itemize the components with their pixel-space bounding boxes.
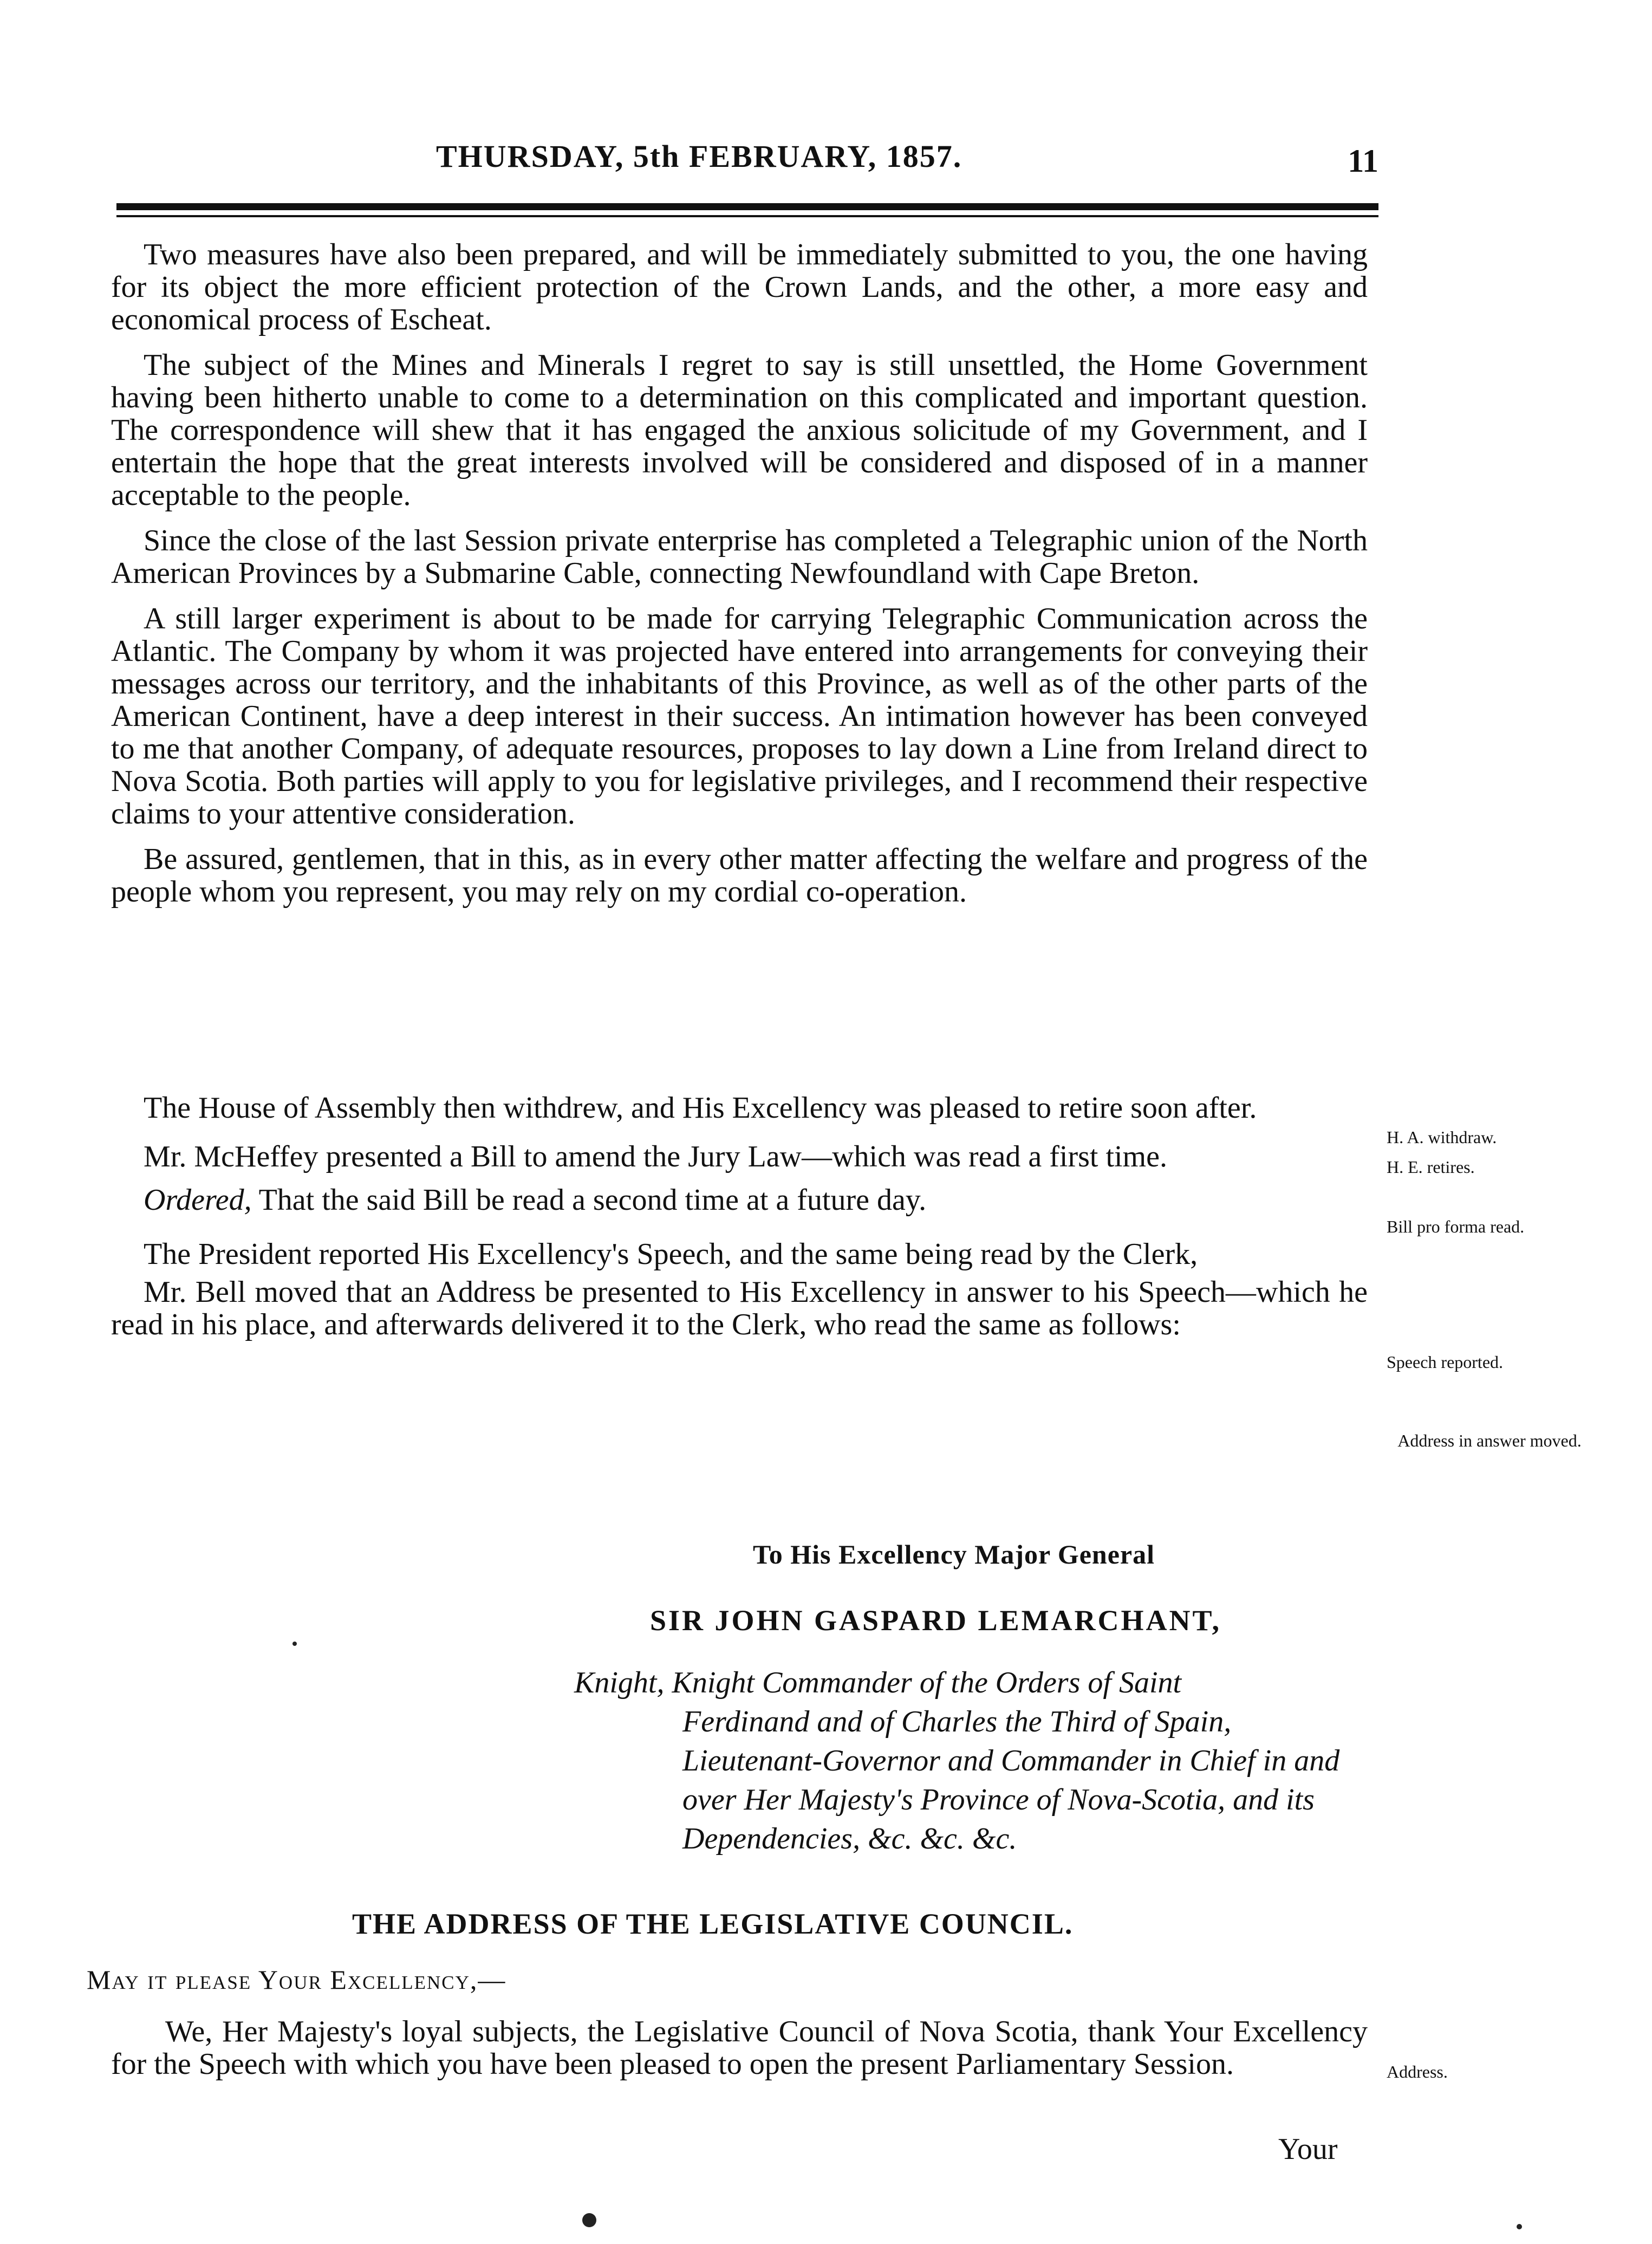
proceeding-bill: Mr. McHeffey presented a Bill to amend the Jury Law—which was read a first time. [144, 1140, 1167, 1173]
catchword: Your [1278, 2132, 1338, 2166]
margin-note-he-retires: H. E. retires. [1387, 1157, 1475, 1177]
page-number: 11 [1348, 143, 1378, 179]
proceeding-speech-reported: The President reported His Excellency's Speech, and the same being read by the Clerk, [144, 1237, 1198, 1271]
header-rule-thin [116, 215, 1378, 217]
header-rule [116, 203, 1378, 210]
proceeding-ordered [111, 1184, 1368, 1216]
speech-continuation [111, 238, 1368, 921]
margin-note-speech-reported: Speech reported. [1387, 1352, 1504, 1372]
ordered-text: That the said Bill be read a second time at a future day. [258, 1183, 927, 1217]
margin-note-address: Address. [1387, 2062, 1448, 2081]
speech-paragraph: Two measures have also been prepared, and will be immediately submitted to you, the one having for its object the more efficient protection of the Crown Lands, and the other, a more easy and economical process of Escheat. [111, 238, 1368, 336]
proceeding-address-moved: Mr. Bell moved that an Address be presented to His Excellency in answer to his Speech—which he read in his place, and afterwards delivered it to the Clerk, who read the same as follows: [111, 1275, 1368, 1341]
proceeding-withdrew: The House of Assembly then withdrew, and His Excellency was pleased to retire soon after. [144, 1091, 1257, 1125]
margin-note-address-in-answer: Address in answer moved. [1397, 1431, 1582, 1450]
speech-paragraph: Since the close of the last Session private enterprise has completed a Telegraphic union of the North American Provinces by a Submarine Cable, connecting Newfoundland with Cape Breton. [111, 524, 1368, 590]
address-styles [574, 1663, 1360, 1858]
council-address-title: THE ADDRESS OF THE LEGISLATIVE COUNCIL. [352, 1908, 1074, 1940]
ink-speck [582, 2213, 596, 2227]
speech-paragraph: Be assured, gentlemen, that in this, as in every other matter affecting the welfare and progress of the people whom you represent, you may rely on my cordial co-operation. [111, 842, 1368, 909]
proceedings [111, 1092, 1368, 1357]
page-header [116, 138, 1378, 192]
page-title: THURSDAY, 5th FEBRUARY, 1857. [436, 139, 962, 174]
address-heading: To His Excellency Major General [753, 1539, 1155, 1569]
address-styles-first: Knight, Knight Commander of the Orders of Saint [574, 1666, 1182, 1700]
margin-note-bill-pro-forma: Bill pro forma read. [1387, 1217, 1525, 1236]
margin-note-ha-withdraw: H. A. withdraw. [1387, 1127, 1497, 1147]
ink-speck [292, 1642, 297, 1646]
address-opening-paragraph: We, Her Majesty's loyal subjects, the Legislative Council of Nova Scotia, thank Your Excellency for the Speech with which you have been pleased to open the present Parliamentary Session. [111, 2015, 1368, 2081]
salutation: May it please Your Excellency,— [87, 1964, 506, 1995]
ink-speck [1517, 2224, 1522, 2229]
speech-paragraph: The subject of the Mines and Minerals I regret to say is still unsettled, the Home Government having been hitherto unable to come to a determination on this complicated and important question. The correspondence will shew that it has engaged the anxious solicitude of my Government, and I entertain the hope that the great interests involved will be considered and disposed of in a manner acceptable to the people. [111, 348, 1368, 512]
ordered-label: Ordered, [144, 1183, 252, 1217]
address-recipient: SIR JOHN GASPARD LEMARCHANT, [650, 1604, 1222, 1637]
address-styles-rest: Ferdinand and of Charles the Third of Spain, Lieutenant-Governor and Commander in Chief in and over Her Majesty's Province of Nova-Scotia, and its Dependencies, &c. &c. &c. [682, 1705, 1340, 1856]
speech-paragraph: A still larger experiment is about to be made for carrying Telegraphic Communication across the Atlantic. The Company by whom it was projected have entered into arrangements for conveying their messages across our territory, and the inhabitants of this Province, as well as of the other parts of the American Continent, have a deep interest in their success. An intimation however has been conveyed to me that another Company, of adequate resources, proposes to lay down a Line from Ireland direct to Nova Scotia. Both parties will apply to you for legislative privileges, and I recommend their respective claims to your attentive consideration. [111, 602, 1368, 831]
